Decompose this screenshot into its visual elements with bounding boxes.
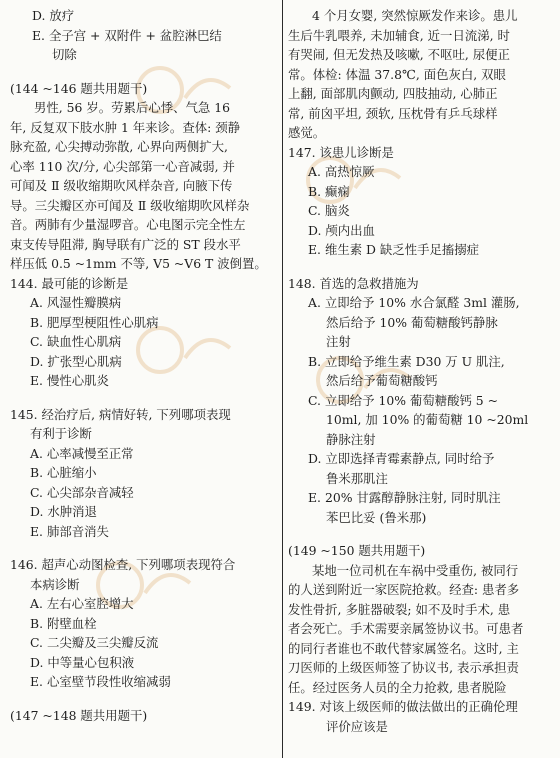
option-d: D. 中等量心包积液: [30, 654, 135, 670]
question-146-cont: 本病诊断: [30, 576, 80, 592]
question-145-cont: 有利于诊断: [30, 426, 92, 441]
option-b: B. 癫痫: [308, 183, 350, 199]
option-c: C. 心尖部杂音减轻: [30, 484, 134, 500]
group-header: (147 ~148 题共用题干): [10, 707, 148, 723]
option-line: E. 全子宫 + 双附件 + 盆腔淋巴结: [32, 27, 222, 43]
option-d-cont: 鲁米那肌注: [326, 470, 388, 486]
column-divider: [282, 0, 283, 758]
option-b-cont: 然后给予葡萄糖酸钙: [326, 373, 438, 388]
question-148: 148. 首选的急救措施为: [288, 275, 419, 291]
left-column: [10, 0, 278, 758]
option-a-cont: 然后给予 10% 葡萄糖酸钙静脉: [326, 314, 498, 330]
option-e: E. 20% 甘露醇静脉注射, 同时肌注: [308, 490, 501, 505]
group-header: (144 ~146 题共用题干): [10, 80, 148, 96]
question-stem: 某地一位司机在车祸中受重伤, 被同行 的人送到附近一家医院抢救。经查: 患者多 发性骨折, 多脏器破裂; 如不及时手术, 患 者会死亡。手术需要亲属签协议书。可患者 的同行者谁也不敢代替家属签名。这时, 主 刀医师的上级医师签了协议书, 表示承担责 任。经过医务人员的全力抢救, 患者脱险: [288, 562, 524, 695]
question-144: 144. 最可能的诊断是: [10, 275, 129, 291]
question-145: 145. 经治疗后, 病情好转, 下列哪项表现: [10, 406, 231, 422]
option-c: C. 脑炎: [308, 203, 350, 218]
question-146: 146. 超声心动图检查, 下列哪项表现符合: [10, 557, 236, 572]
option-a-cont: 注射: [326, 334, 351, 349]
group-header: (149 ~150 题共用题干): [288, 543, 426, 558]
question-stem: 男性, 56 岁。劳累后心悸、气急 16 年, 反复双下肢水肿 1 年来诊。查体: 颈静 脉充盈, 心尖搏动弥散, 心界向两侧扩大, 心率 110 次/分, 心尖部第一心音减弱, 并 可闻及 Ⅱ 级收缩期吹风样杂音, 向腋下传 导。三尖瓣区亦可闻及 Ⅱ 级收缩期吹风样杂 音。两肺有少量湿啰音。心电图示完全性左 束支传导阻滞, 胸导联有广泛的 ST 段水平 样压低 0.5 ~1mm 不等, V5 ~V6 T 波倒置。: [10, 100, 267, 271]
option-line: 切除: [52, 47, 77, 62]
option-c-cont: 10ml, 加 10% 的葡萄糖 10 ~20ml: [326, 412, 529, 427]
option-e: E. 心室壁节段性收缩减弱: [30, 674, 171, 689]
right-column: [288, 0, 554, 758]
option-a: A. 左右心室腔增大: [30, 596, 134, 611]
option-line: D. 放疗: [32, 8, 75, 23]
option-e-cont: 苯巴比妥 (鲁米那): [326, 509, 427, 525]
option-d: D. 立即选择青霉素静点, 同时给予: [308, 451, 495, 466]
option-d: D. 扩张型心肌病: [30, 353, 122, 369]
option-c-cont: 静脉注射: [326, 431, 376, 447]
option-b: B. 立即给予维生素 D30 万 U 肌注,: [308, 353, 505, 369]
option-d: D. 水肿消退: [30, 504, 97, 519]
option-d: D. 颅内出血: [308, 222, 375, 238]
option-c: C. 缺血性心肌病: [30, 334, 122, 349]
option-e: E. 肺部音消失: [30, 523, 109, 539]
option-b: B. 心脏缩小: [30, 465, 97, 480]
option-c: C. 立即给予 10% 葡萄糖酸钙 5 ~: [308, 392, 499, 408]
option-e: E. 维生素 D 缺乏性手足搐搦症: [308, 242, 480, 257]
option-a: A. 风湿性瓣膜病: [30, 295, 122, 310]
option-a: A. 心率减慢至正常: [30, 445, 134, 461]
option-b: B. 肥厚型梗阻性心肌病: [30, 314, 159, 330]
option-b: B. 附壁血栓: [30, 615, 97, 631]
question-147: 147. 该患儿诊断是: [288, 144, 394, 160]
option-c: C. 二尖瓣及三尖瓣反流: [30, 635, 159, 650]
question-149-cont: 评价应该是: [326, 718, 388, 734]
option-a: A. 高热惊厥: [308, 164, 375, 179]
option-a: A. 立即给予 10% 水合氯醛 3ml 灌肠,: [308, 295, 520, 310]
question-stem: 4 个月女婴, 突然惊厥发作来诊。患儿 生后牛乳喂养, 未加辅食, 近一日流涕, 时 有哭闹, 但无发热及咳嗽, 不呕吐, 尿便正 常。体检: 体温 37.8℃, 面色灰白, 双眼 上翻, 面部肌肉颤动, 四肢抽动, 心肺正 常, 前囟平坦, 颈软, 压枕骨有乒乓球样 感觉。: [288, 8, 518, 140]
option-e: E. 慢性心肌炎: [30, 373, 109, 388]
question-149: 149. 对该上级医师的做法做出的正确伦理: [288, 699, 518, 714]
